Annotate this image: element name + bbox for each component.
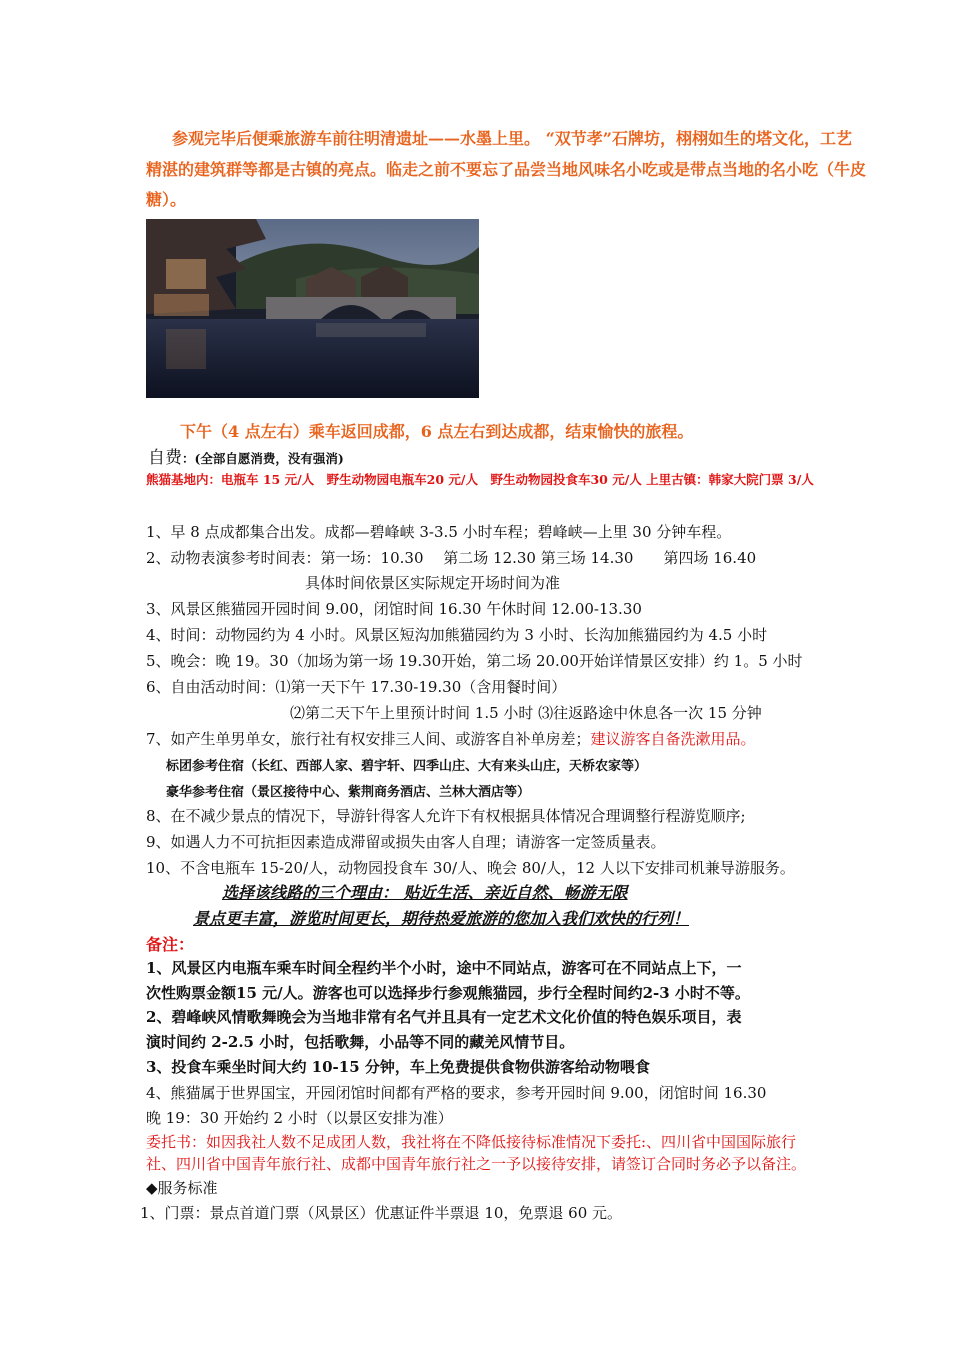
entrust-line-2: 社、四川省中国青年旅行社、成都中国青年旅行社之一予以接待安排，请签订合同时务必予以备注。 [146, 1155, 807, 1173]
note-1: 1、早 8 点成都集合出发。成都—碧峰峡 3-3.5 小时车程；碧峰峡—上里 30 分钟车程。 [146, 523, 732, 541]
standard-hotel: 标团参考住宿（长红、西部人家、碧宇轩、四季山庄、大有来头山庄，天桥农家等） [166, 759, 648, 774]
intro-line-1: 参观完毕后便乘旅游车前往明清遗址——水墨上里。 “双节孝”石牌坊，栩栩如生的塔文化，工艺 [172, 129, 852, 148]
slogan-line-2: 景点更丰富，游览时间更长，期待热爱旅游的您加入我们欢快的行列！ [193, 909, 690, 928]
ancient-town-photo [146, 219, 479, 398]
note-5: 5、晚会：晚 19。30（加场为第一场 19.30开始，第二场 20.00开始详情景区安排）约 1。5 小时 [146, 652, 803, 670]
remark-2-line-1: 2、碧峰峡风情歌舞晚会为当地非常有名气并且具有一定艺术文化价值的特色娱乐项目，表 [146, 1008, 742, 1026]
note-4: 4、时间：动物园约为 4 小时。风景区短沟加熊猫园约为 3 小时、长沟加熊猫园约为 4.5 小时 [146, 626, 768, 644]
entrust-line-1: 委托书：如因我社人数不足成团人数，我社将在不降低接待标准情况下委托:、四川省中国国际旅行 [146, 1133, 797, 1151]
note-2-detail: 具体时间依景区实际规定开场时间为准 [305, 574, 561, 592]
remark-1-line-1: 1、风景区内电瓶车乘车时间全程约半个小时，途中不同站点，游客可在不同站点上下，一 [146, 959, 742, 977]
service-standard-title: ◆服务标准 [146, 1179, 218, 1197]
note-6: 6、自由活动时间：⑴第一天下午 17.30-19.30（含用餐时间） [146, 678, 567, 696]
afternoon-return: 下午（4 点左右）乘车返回成都，6 点左右到达成都，结束愉快的旅程。 [180, 422, 694, 441]
self-pay-note: ：(全部自愿消费，没有强消) [182, 451, 344, 466]
note-7 [146, 728, 756, 749]
note-7-text: 7、如产生单男单女，旅行社有权安排三人间、或游客自补单房差； [146, 730, 591, 748]
luxury-hotel: 豪华参考住宿（景区接待中心、紫荆商务酒店、兰林大酒店等） [166, 785, 531, 800]
remark-4-line-1: 4、熊猫属于世界国宝，开园闭馆时间都有严格的要求，参考开园时间 9.00，闭馆时间 16.30 [146, 1084, 767, 1102]
note-6-detail: ⑵第二天下午上里预计时间 1.5 小时 ⑶往返路途中休息各一次 15 分钟 [290, 704, 762, 722]
remark-2-line-2: 演时间约 2-2.5 小时，包括歌舞，小品等不同的藏羌风情节目。 [146, 1033, 575, 1051]
self-pay-items: 熊猫基地内：电瓶车 15 元/人 野生动物园电瓶车20 元/人 野生动物园投食车30 元/人 上里古镇：韩家大院门票 3/人 [146, 472, 814, 487]
remark-1-line-2: 次性购票金额15 元/人。游客也可以选择步行参观熊猫园，步行全程时间约2-3 小时不等。 [146, 984, 750, 1002]
note-2: 2、动物表演参考时间表：第一场：10.30 第二场 12.30 第三场 14.30 第四场 16.40 [146, 549, 757, 567]
note-9: 9、如遇人力不可抗拒因素造成滞留或损失由客人自理；请游客一定签质量表。 [146, 833, 666, 851]
note-3: 3、风景区熊猫园开园时间 9.00，闭馆时间 16.30 午休时间 12.00-13.30 [146, 600, 642, 618]
service-item-1: 1、门票：景点首道门票（风景区）优惠证件半票退 10，免票退 60 元。 [140, 1204, 623, 1222]
self-pay-heading [148, 443, 344, 468]
self-pay-label: 自费 [148, 448, 182, 468]
note-7-toiletries: 建议游客自备洗漱用品。 [590, 730, 756, 748]
remarks-title: 备注： [146, 935, 195, 954]
intro-line-2: 精湛的建筑群等都是古镇的亮点。临走之前不要忘了品尝当地风味名小吃或是带点当地的名小吃（牛皮 [146, 160, 867, 179]
remark-3: 3、投食车乘坐时间大约 10-15 分钟，车上免费提供食物供游客给动物喂食 [146, 1058, 650, 1076]
remark-4-line-2: 晚 19：30 开始约 2 小时（以景区安排为准） [146, 1109, 453, 1127]
intro-line-3: 糖）。 [146, 190, 187, 209]
slogan-line-1: 选择该线路的三个理由： 贴近生活、亲近自然、畅游无限 [222, 883, 628, 902]
note-10: 10、不含电瓶车 15-20/人，动物园投食车 30/人、晚会 80/人，12 人以下安排司机兼导游服务。 [146, 859, 795, 877]
note-8: 8、在不减少景点的情况下，导游针得客人允许下有权根据具体情况合理调整行程游览顺序; [146, 807, 746, 825]
